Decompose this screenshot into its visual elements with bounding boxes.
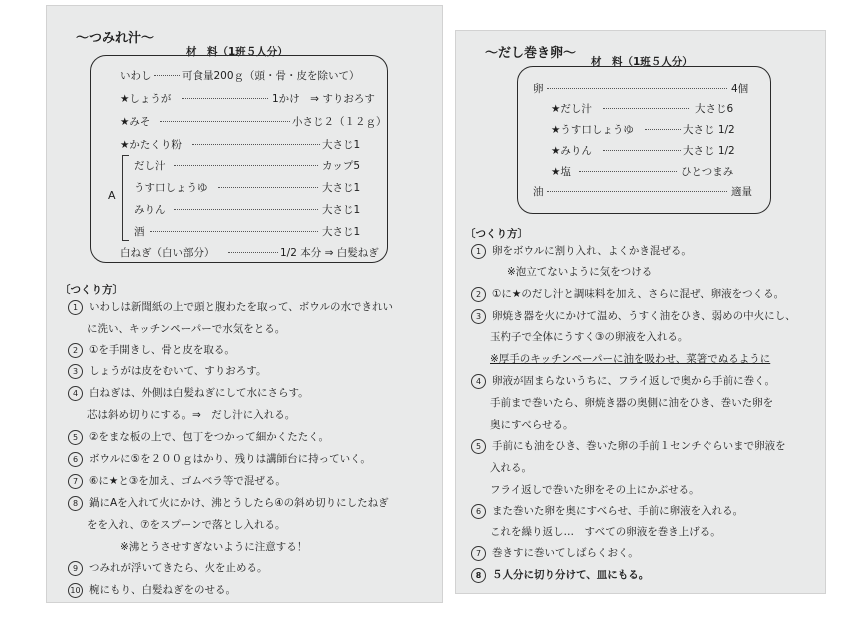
step-3: 3 しょうがは皮をむいて、すりおろす。 bbox=[68, 363, 266, 379]
recipe-title: ～つみれ汁～ bbox=[76, 31, 155, 46]
step-3-note: ※厚手のキッチンペーパーに油を吸わせ、菜箸でぬるように bbox=[490, 353, 771, 365]
step-4-cont: 手前まで巻いたら、卵焼き器の奥側に油をひき、巻いた卵を bbox=[490, 397, 774, 409]
step-2: 2 ①に★のだし汁と調味料を加え、さらに混ぜ、卵液をつくる。 bbox=[471, 286, 784, 302]
method-header: 〔つくり方〕 bbox=[465, 228, 528, 240]
step-9: 9 つみれが浮いてきたら、火を止める。 bbox=[68, 560, 268, 576]
step-3-cont: 玉杓子で全体にうすく③の卵液を入れる。 bbox=[490, 331, 689, 343]
step-7: 7 ⑥に★と③を加え、ゴムベラ等で混ぜる。 bbox=[68, 473, 286, 489]
step-3: 3 卵焼き器を火にかけて温め、うすく油をひき、弱めの中火にし、 bbox=[471, 308, 796, 324]
step-5: 5 手前にも油をひき、巻いた卵の手前１センチぐらいまで卵液を bbox=[471, 438, 786, 454]
recipe-title: ～だし巻き卵～ bbox=[485, 46, 577, 61]
step-1-cont: に洗い、キッチンペーパーで水気をとる。 bbox=[87, 323, 286, 335]
step-4: 4 白ねぎは、外側は白髪ねぎにして水にさらす。 bbox=[68, 385, 309, 401]
step-4-cont: 芯は斜め切りにする。⇒ だし汁に入れる。 bbox=[87, 409, 296, 421]
group-bracket bbox=[122, 155, 129, 241]
step-4-cont2: 奥にすべらせる。 bbox=[490, 419, 574, 431]
recipe-sheet-dashimaki: ～だし巻き卵～ 材 料（1班５人分） 卵 4個 ★だし汁 大さじ6 ★うす口しょうゆ 大さじ 1/2 ★みりん 大さじ 1/2 ★塩 ひとつまみ 油 適量 〔つくり方〕 1 卵をボウルに割り入れ、よくかき混ぜる。 ※泡立てないように気をつける 2 ①に★のだし汁と調味料を加え、さらに混ぜ、卵液をつくる。 3 卵焼き器を火にかけて温め、うすく油をひき、弱めの中火にし、 玉杓子で全体にうすく③の卵液を入れる。 ※厚手のキッチンペーパーに油を吸わせ、菜箸でぬるように 4 卵液が固まらないうちに、フライ返しで奥から手前に巻く。 手前まで巻いたら、卵焼き器の奥側に油をひき、巻いた卵を 奥にすべらせる。 5 手前にも油をひき、巻いた卵の手前１センチぐらいまで卵液を 入れる。 フライ返しで巻いた卵をその上にかぶせる。 6 また巻いた卵を奥にすべらせ、手前に卵液を入れる。 これを繰り返し… すべての卵液を巻き上げる。 7 巻きすに巻いてしばらくおく。 8 ５人分に切り分けて、皿にもる。 bbox=[455, 30, 826, 594]
ingredients-header: 材 料（1班５人分） bbox=[186, 46, 288, 58]
group-label: A bbox=[108, 189, 116, 202]
step-5: 5 ②をまな板の上で、包丁をつかって細かくたたく。 bbox=[68, 429, 329, 445]
step-1-note: ※泡立てないように気をつける bbox=[507, 266, 653, 278]
step-10: 10 椀にもり、白髪ねぎをのせる。 bbox=[68, 582, 236, 598]
step-6: 6 ボウルに⑤を２００ｇはかり、残りは講師台に持っていく。 bbox=[68, 451, 371, 467]
step-1: 1 いわしは新聞紙の上で頭と腹わたを取って、ボウルの水できれい bbox=[68, 299, 393, 315]
method-header: 〔つくり方〕 bbox=[60, 284, 123, 296]
step-5-cont2: フライ返しで巻いた卵をその上にかぶせる。 bbox=[490, 484, 700, 496]
step-4: 4 卵液が固まらないうちに、フライ返しで奥から手前に巻く。 bbox=[471, 373, 775, 389]
step-5-cont: 入れる。 bbox=[490, 462, 532, 474]
step-6-cont: これを繰り返し… すべての卵液を巻き上げる。 bbox=[490, 526, 721, 538]
step-8: 8 ５人分に切り分けて、皿にもる。 bbox=[471, 567, 649, 583]
step-6: 6 また巻いた卵を奥にすべらせ、手前に卵液を入れる。 bbox=[471, 503, 743, 519]
ingredients-header: 材 料（1班５人分） bbox=[591, 56, 693, 68]
step-2: 2 ①を手開きし、骨と皮を取る。 bbox=[68, 342, 235, 358]
step-8-note: ※沸とうさせすぎないように注意する！ bbox=[120, 541, 308, 553]
step-8: 8 鍋にAを入れて火にかけ、沸とうしたら④の斜め切りにしたねぎ bbox=[68, 495, 389, 511]
step-7: 7 巻きすに巻いてしばらくおく。 bbox=[471, 545, 639, 561]
step-1: 1 卵をボウルに割り入れ、よくかき混ぜる。 bbox=[471, 243, 692, 259]
recipe-sheet-tsumirejiru: ～つみれ汁～ 材 料（1班５人分） いわし 可食量200ｇ（頭・骨・皮を除いて） ★しょうが 1かけ ⇒ すりおろす ★みそ 小さじ２（１２ｇ） ★かたくり粉 大さじ1 A だし汁 カップ5 うす口しょうゆ 大さじ1 みりん 大さじ1 酒 大さじ1 白ねぎ（白い部分） 1/2 本分 ⇒ 白髪ねぎ 〔つくり方〕 1 いわしは新聞紙の上で頭と腹わたを取って、ボウルの水できれい に洗い、キッチンペーパーで水気をとる。 2 ①を手開きし、骨と皮を取る。 3 しょうがは皮をむいて、すりおろす。 4 白ねぎは、外側は白髪ねぎにして水にさらす。 芯は斜め切りにする。⇒ だし汁に入れる。 5 ②をまな板の上で、包丁をつかって細かくたたく。 6 ボウルに⑤を２００ｇはかり、残りは講師台に持っていく。 7 ⑥に★と③を加え、ゴムベラ等で混ぜる。 8 鍋にAを入れて火にかけ、沸とうしたら④の斜め切りにしたねぎ をを入れ、⑦をスプーンで落とし入れる。 ※沸とうさせすぎないように注意する！ 9 つみれが浮いてきたら、火を止める。 10 椀にもり、白髪ねぎをのせる。 bbox=[46, 5, 443, 603]
step-8-cont: をを入れ、⑦をスプーンで落とし入れる。 bbox=[87, 519, 286, 531]
